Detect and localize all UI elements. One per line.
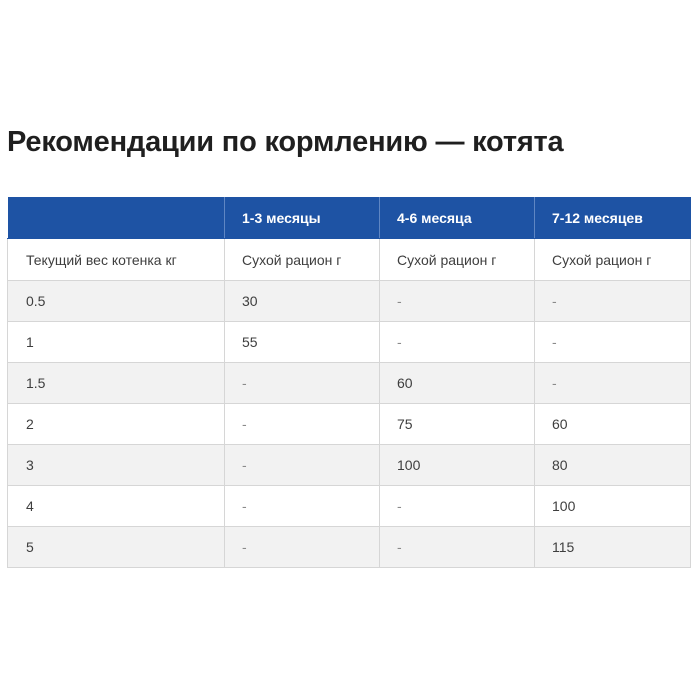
weight-cell: 1.5 [8,363,225,404]
value-cell: - [535,281,691,322]
weight-cell: 2 [8,404,225,445]
table-row [8,445,691,486]
weight-cell: 3 [8,445,225,486]
value-cell: - [225,486,380,527]
subheader-cell-dry-food: Сухой рацион г [380,239,535,281]
value-cell: 100 [535,486,691,527]
value-cell: 60 [380,363,535,404]
value-cell: - [380,486,535,527]
header-cell-1-3-months: 1-3 месяцы [225,197,380,239]
value-cell: 75 [380,404,535,445]
header-cell-empty [8,197,225,239]
value-cell: - [225,445,380,486]
table-subheader-row [8,239,691,281]
value-cell: - [380,322,535,363]
weight-cell: 4 [8,486,225,527]
value-cell: - [380,281,535,322]
value-cell: 60 [535,404,691,445]
subheader-cell-dry-food: Сухой рацион г [225,239,380,281]
feeding-table [7,197,691,568]
value-cell: - [225,527,380,568]
subheader-cell-weight: Текущий вес котенка кг [8,239,225,281]
table-row [8,404,691,445]
weight-cell: 0.5 [8,281,225,322]
value-cell: - [535,322,691,363]
table-row [8,363,691,404]
table-row [8,281,691,322]
header-cell-7-12-months: 7-12 месяцев [535,197,691,239]
table-row [8,322,691,363]
table-row [8,486,691,527]
weight-cell: 1 [8,322,225,363]
value-cell: - [225,363,380,404]
table-header-row [8,197,691,239]
header-cell-4-6-months: 4-6 месяца [380,197,535,239]
page-title: Рекомендации по кормлению — котята [7,126,564,158]
value-cell: 55 [225,322,380,363]
weight-cell: 5 [8,527,225,568]
subheader-cell-dry-food: Сухой рацион г [535,239,691,281]
value-cell: 115 [535,527,691,568]
value-cell: 100 [380,445,535,486]
value-cell: - [535,363,691,404]
value-cell: 30 [225,281,380,322]
table-row [8,527,691,568]
value-cell: - [225,404,380,445]
value-cell: 80 [535,445,691,486]
value-cell: - [380,527,535,568]
